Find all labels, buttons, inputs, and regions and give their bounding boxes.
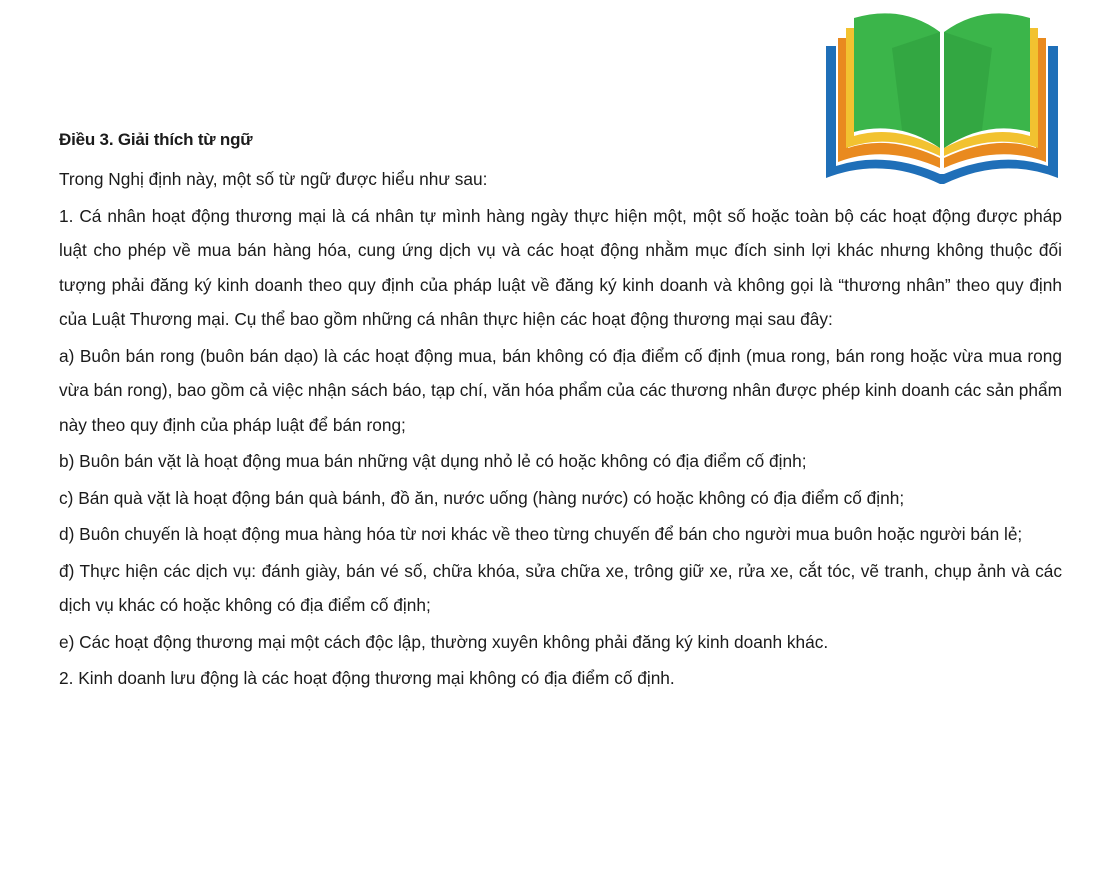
clause-1b: b) Buôn bán vặt là hoạt động mua bán những vật dụng nhỏ lẻ có hoặc không có địa điểm cố định;: [59, 451, 807, 471]
clause-1c: c) Bán quà vặt là hoạt động bán quà bánh, đồ ăn, nước uống (hàng nước) có hoặc không có địa điểm cố định;: [59, 487, 905, 508]
clause-1a: a) Buôn bán rong (buôn bán dạo) là các hoạt động mua, bán không có địa điểm cố định (mua rong, bán rong hoặc vừa mua rong vừa bán rong), bao gồm cả việc nhận sách báo, tạp chí, văn hóa phẩm của các thương nhân được phép kinh doanh các sản phẩm này theo quy định của pháp luật để bán rong;: [59, 345, 1062, 435]
clause-2: 2. Kinh doanh lưu động là các hoạt động thương mại không có địa điểm cố định.: [59, 668, 675, 688]
article-heading: Điều 3. Giải thích từ ngữ: [59, 130, 253, 149]
clause-1d: d) Buôn chuyến là hoạt động mua hàng hóa từ nơi khác về theo từng chuyến để bán cho người mua buôn hoặc người bán lẻ;: [59, 524, 1023, 544]
clause-1e: e) Các hoạt động thương mại một cách độc lập, thường xuyên không phải đăng ký kinh doanh khác.: [59, 631, 829, 652]
clause-1: 1. Cá nhân hoạt động thương mại là cá nhân tự mình hàng ngày thực hiện một, một số hoặc toàn bộ các hoạt động được pháp luật cho phép về mua bán hàng hóa, cung ứng dịch vụ và các hoạt động nhằm mục đích sinh lợi khác nhưng không thuộc đối tượng phải đăng ký kinh doanh theo quy định của pháp luật về đăng ký kinh doanh và không gọi là “thương nhân” theo quy định của Luật Thương mại. Cụ thể bao gồm những cá nhân thực hiện các hoạt động thương mại sau đây:: [59, 205, 1062, 329]
clause-1dd: đ) Thực hiện các dịch vụ: đánh giày, bán vé số, chữa khóa, sửa chữa xe, trông giữ xe, rửa xe, cắt tóc, vẽ tranh, chụp ảnh và các dịch vụ khác có hoặc không có địa điểm cố định;: [59, 560, 1062, 615]
article: [59, 128, 1062, 698]
article-intro: Trong Nghị định này, một số từ ngữ được hiểu như sau:: [59, 169, 488, 189]
